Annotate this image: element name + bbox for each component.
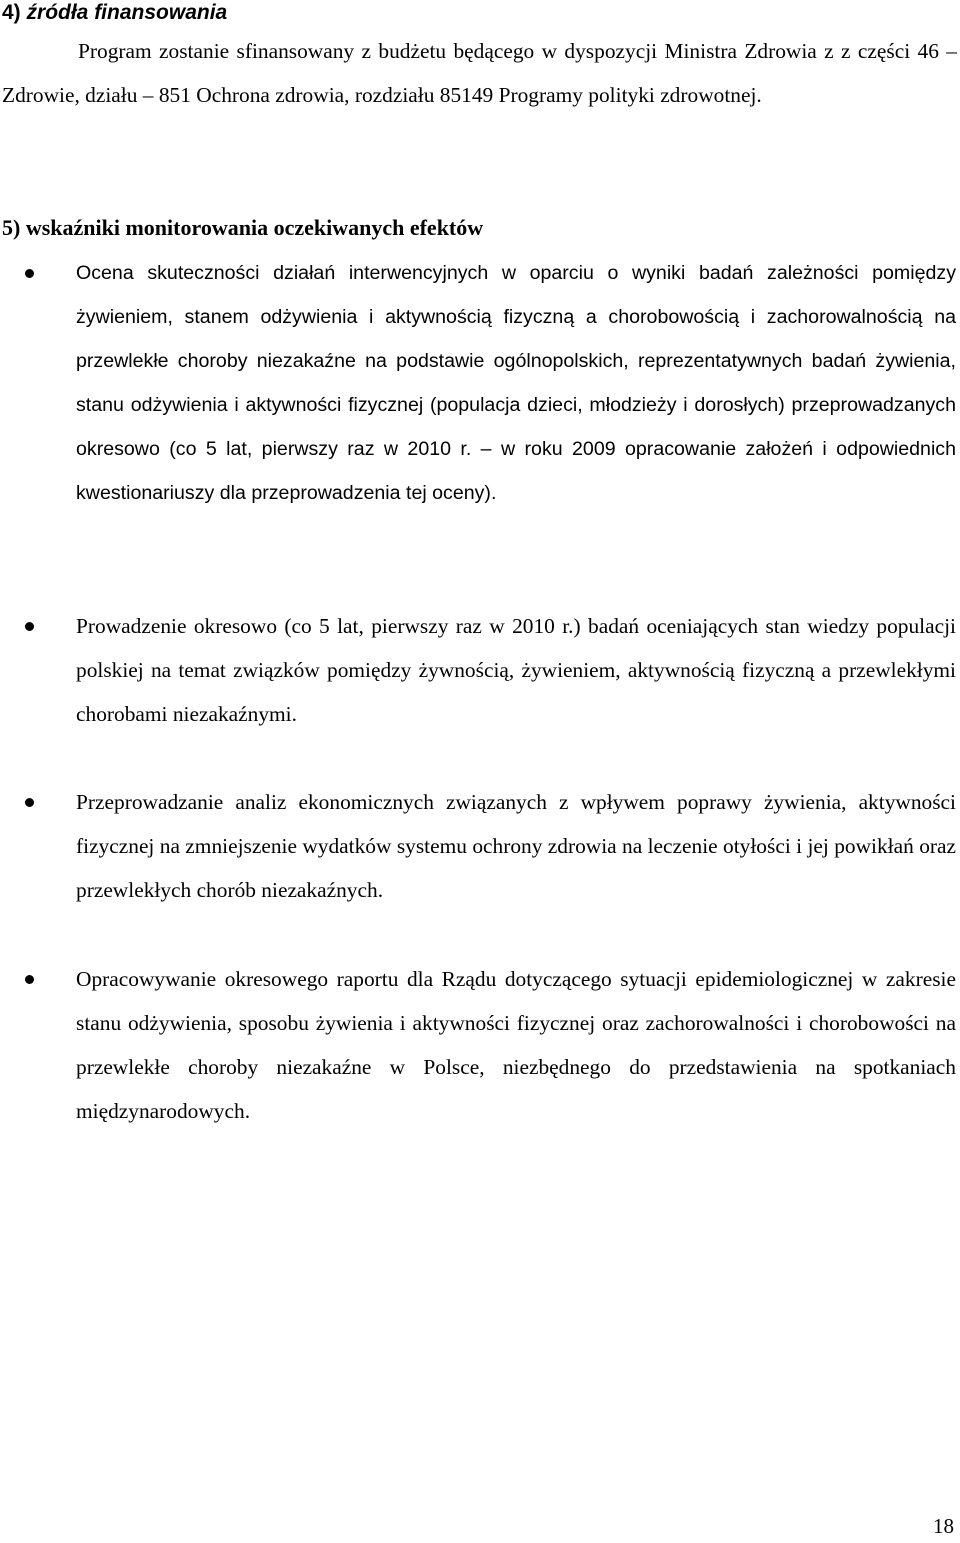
bullet-icon [25,975,34,984]
section-5-heading: 5) wskaźniki monitorowania oczekiwanych efektów [2,215,484,240]
funding-paragraph: Program zostanie sfinansowany z budżetu będącego w dyspozycji Ministra Zdrowia z z części 46 – Zdrowie, działu – 851 Ochrona zdrowia, rozdziału 85149 Programy polityki zdrowotnej. [2,39,957,107]
section-4-heading [2,0,227,26]
list-item-text: Opracowywanie okresowego raportu dla Rządu dotyczącego sytuacji epidemiologicznej w zakresie stanu odżywienia, sposobu żywienia i aktywności fizycznej oraz zachorowalności i chorobowości na przewlekłe choroby niezakaźne w Polsce, niezbędnego do przedstawienia na spotkaniach międzynarodowych. [76,967,956,1123]
list-item-text: Przeprowadzanie analiz ekonomicznych związanych z wpływem poprawy żywienia, aktywności fizycznej na zmniejszenie wydatków systemu ochrony zdrowia na leczenie otyłości i jej powikłań oraz przewlekłych chorób niezakaźnych. [76,790,956,902]
bullet-icon [25,269,34,278]
bullet-icon [25,798,34,807]
section-4-heading-text: źródła finansowania [26,1,228,24]
list-item-text: Prowadzenie okresowo (co 5 lat, pierwszy raz w 2010 r.) badań oceniających stan wiedzy populacji polskiej na temat związków pomiędzy żywnością, żywieniem, aktywnością fizyczną a przewlekłymi chorobami niezakaźnymi. [76,614,956,726]
list-item-text: Ocena skuteczności działań interwencyjnych w oparciu o wyniki badań zależności pomiędzy żywieniem, stanem odżywienia i aktywnością fizyczną a chorobowością i zachorowalnością na przewlekłe choroby niezakaźne na podstawie ogólnopolskich, reprezentatywnych badań żywienia, stanu odżywienia i aktywności fizycznej (populacja dzieci, młodzieży i dorosłych) przeprowadzanych okresowo (co 5 lat, pierwszy raz w 2010 r. – w roku 2009 opracowanie założeń i odpowiednich kwestionariuszy dla przeprowadzenia tej oceny). [76,262,956,504]
bullet-icon [25,622,34,631]
section-4-heading-number: 4) [2,1,27,24]
page-number: 18 [933,1514,954,1538]
